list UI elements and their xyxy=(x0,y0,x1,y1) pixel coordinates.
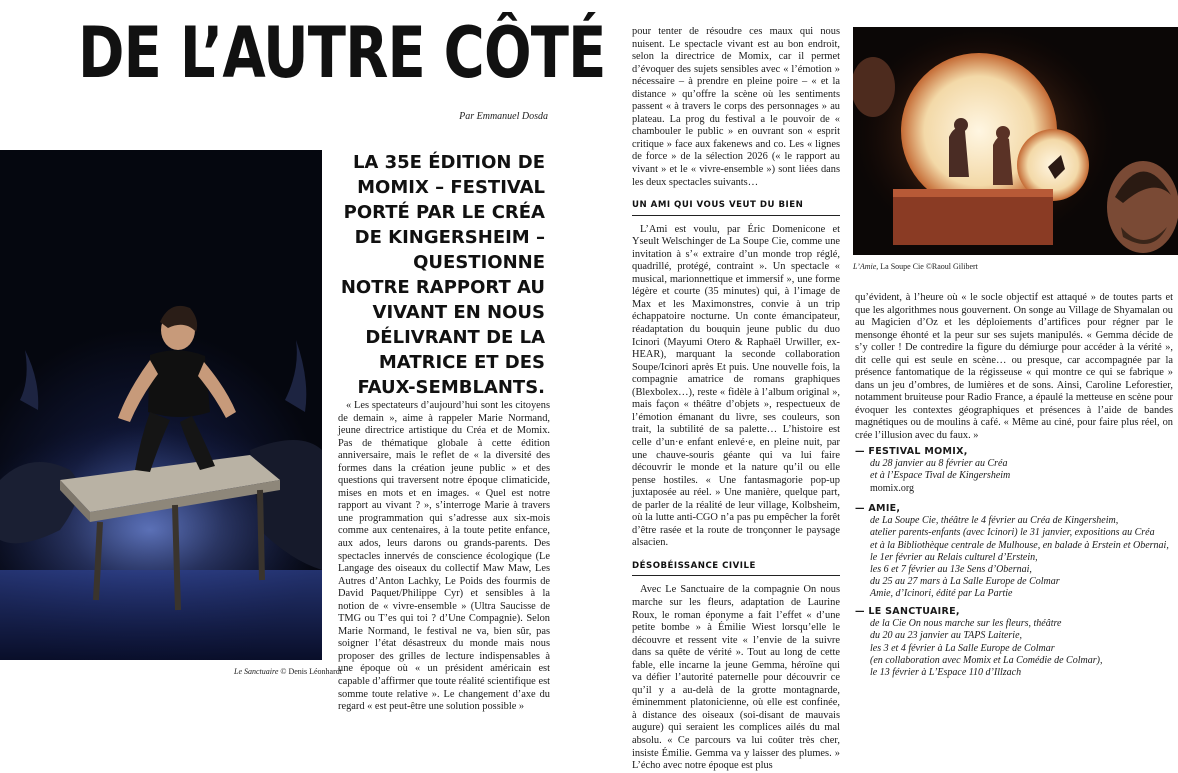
photo-caption-right: L’Amie, La Soupe Cie ©Raoul Gilibert xyxy=(853,262,978,271)
info-heading: — FESTIVAL MOMIX, xyxy=(855,446,968,457)
info-le-sanctuaire xyxy=(855,606,1102,679)
info-festival-momix xyxy=(855,446,1010,495)
info-line: le 1er février au Relais culturel d’Erstein, xyxy=(870,551,1038,563)
section-heading: DÉSOBÉISSANCE CIVILE xyxy=(632,560,840,577)
article-column-1 xyxy=(338,400,550,714)
info-heading: — LE SANCTUAIRE, xyxy=(855,606,960,617)
byline: Par Emmanuel Dosda xyxy=(459,111,548,122)
photo-caption-left: Le Sanctuaire © Denis Léonhardt xyxy=(234,667,342,676)
info-line: Amie, d’Icinori, édité par La Partie xyxy=(870,588,1013,600)
info-heading: — AMIE, xyxy=(855,503,901,514)
website-link[interactable]: momix.org xyxy=(870,482,914,494)
info-line: de La Soupe Cie, théâtre le 4 février au Créa de Kingersheim, xyxy=(870,515,1119,527)
info-line: et à la Bibliothèque centrale de Mulhouse, en balade à Erstein et Obernai, xyxy=(870,539,1169,551)
article-column-2 xyxy=(632,26,840,773)
article-title: DE L’AUTRE CÔTÉ xyxy=(78,12,606,94)
photo-l-amie xyxy=(853,27,1178,255)
info-line: atelier parents-enfants (avec Icinori) le 31 janvier, expositions au Créa xyxy=(870,527,1155,539)
paragraph: Avec Le Sanctuaire de la compagnie On nous marche sur les fleurs, adaptation de Laurine Roux, le roman éponyme a fait l’effet « d’une petite bombe » à Émilie Wiest lorsqu’elle le découvre et ressent vite « l’envie de la suivre dans sa quête de vérité ». Tout au long de cette fable, elle incarne la jeune Gemma, héroïne qui va défier l’autorité paternelle pour découvrir ce qu’il y a au-delà de la grotte montagnarde, éminemment platonicienne, où elle est confinée, à distance des oiseaux (soi-disant de mauvais augure) qui seraient les complices ailés du mal absolu. « Ce parcours va lui coûter très cher, insiste Émilie. Gemma va y laisser des plumes. » L’écho avec notre époque est plus xyxy=(632,584,840,772)
paragraph: pour tenter de résoudre ces maux qui nous nuisent. Le spectacle vivant est au bon endroit, selon la directrice de Momix, car il permet d’évoquer des sujets sensibles avec « l’émotion » nécessaire – à prendre en pleine poire – « et la distance » qu’offre la scène où les sentiments passent « à travers le corps des personnages » au plateau. La prog du festival a le pouvoir de « chambouler le public » en ouvrant son « esprit critique » face aux fakenews and co. Les « lignes de force » de la sélection 2026 (« le rapport au vivant » et le « vivre-ensemble ») sont liées dans les deux spectacles suivants… xyxy=(632,26,840,188)
paragraph: L’Ami est voulu, par Éric Domenicone et Yseult Welschinger de La Soupe Cie, comme une invitation à s’« extraire d’un monde trop réglé, quadrillé, protégé, contraint ». Un spectacle « musical, marionnettique et immersif », une forme légère et courte (35 minutes) qui, à l’image de Max et les Maximonstres, convie à un trip échappatoire nocturne. Un conte émancipateur, réadaptation du bouquin jeune public du duo Icinori (Mayumi Otero & Raphaël Urwiller, ex-HEAR), marquant la seconde collaboration Soupe/Icinori après Et puis. Une nouvelle fois, la compagnie amatrice de romans graphiques (Blexbolex…), reste « fidèle à l’album original », mais façon « théâtre d’objets », respectueux de l’émotion émanant du livre, ses couleurs, son trait, la subtilité de sa palette… L’histoire est celle d’un·e enfant enlevé·e, en pleine nuit, par une chauve-souris géante qui va lui faire découvrir le monde et la nature qu’il ou elle pense hostiles. « Une fantasmagorie pop-up juxtaposée au réel. » Une manière, quelque part, de parler de la réalité de leur village, Kolbsheim, où la lutte anti-CGO n’a pas pu empêcher la forêt d’être rasée et la route de tronçonner le paysage alsacien. xyxy=(632,223,840,549)
info-line: de la Cie On nous marche sur les fleurs, théâtre xyxy=(870,618,1062,630)
paragraph: « Les spectateurs d’aujourd’hui sont les citoyens de demain », aime à rappeler Marie Normand, jeune directrice artistique du Créa et de Momix. Pas de thématique globale à cette édition anniversaire, mais le reflet de « la diversité des formes dans la création jeune public » et des questions qui traversent notre époque climaticide, mises en mots et en images. « Quel est notre rapport au vivant ? », s’interroge Marie à travers une programmation qui s’adresse aux six-mois comme aux centenaires, à la toute petite enfance, aux ados, leurs darons ou grands-parents. Des spectacles innervés de conscience écologique (Le Langage des oiseaux du collectif Maw Maw, Les Autres d’Anton Lachky, Le Poids des fourmis de David Paquet/Philippe Cyr) et sensibles à la notion de « vivre-ensemble » (Ultra Saucisse de TMG ou T’es qui toi ? d’Une Compagnie). Selon Marie Normand, le festival ne va, bien sûr, pas soigner l’état désastreux du monde mais nous proposer des grilles de lecture indispensables à une époque où « un président américain est capable d’affirmer que toute réalité scientifique est somme toute relative ». Le changement d’axe du regard « est peut-être une solution possible » xyxy=(338,400,550,713)
info-line: (en collaboration avec Momix et La Comédie de Colmar), xyxy=(870,654,1103,666)
info-line: du 28 janvier au 8 février au Créa xyxy=(870,458,1008,470)
paragraph: qu’évident, à l’heure où « le socle objectif est attaqué » de toutes parts et que les algorithmes nous gouvernent. On songe au Village de Shyamalan ou au Magicien d’Oz et les déploiements d’artifices pour régner par le mensonge éhonté et la peur sur ses sujets manipulés. « Gemma décide de s’y coller ! De contredire la figure du démiurge pour accéder à la vérité », dit celle qui est seule en scène… ou presque, car accompagnée par la présence fantomatique de la régisseuse « qui montre ce qui se fabrique » dans un jeu d’ombres, de lumières et de sons. Ainsi, Caroline Leforestier, notamment bruiteuse pour Radio France, a épaulé la metteuse en scène pour évoquer les contextes géographiques et présences à l’aide de bandes magnétiques ou de moulins à café. « Même au ciné, pour faire plus réel, on crée l’illusion avec du faux. » xyxy=(855,292,1173,442)
section-heading: UN AMI QUI VOUS VEUT DU BIEN xyxy=(632,199,840,216)
info-line: les 6 et 7 février au 13e Sens d’Obernai, xyxy=(870,564,1032,576)
info-amie xyxy=(855,503,1169,601)
article-column-3 xyxy=(855,292,1173,443)
photo-le-sanctuaire xyxy=(0,150,322,660)
info-line: du 20 au 23 janvier au TAPS Laiterie, xyxy=(870,630,1023,642)
article-lead: LA 35E ÉDITION DE MOMIX – FESTIVAL PORTÉ PAR LE CRÉA DE KINGERSHEIM – QUESTIONNE NOTRE RAPPORT AU VIVANT EN NOUS DÉLIVRANT DE LA MATRICE ET DES FAUX-SEMBLANTS. xyxy=(340,152,545,398)
info-line: le 13 février à L’Espace 110 d’Illzach xyxy=(870,667,1022,679)
info-line: les 3 et 4 février à La Salle Europe de Colmar xyxy=(870,642,1055,654)
info-line: du 25 au 27 mars à La Salle Europe de Colmar xyxy=(870,576,1060,588)
info-line: et à l’Espace Tival de Kingersheim xyxy=(870,470,1011,482)
